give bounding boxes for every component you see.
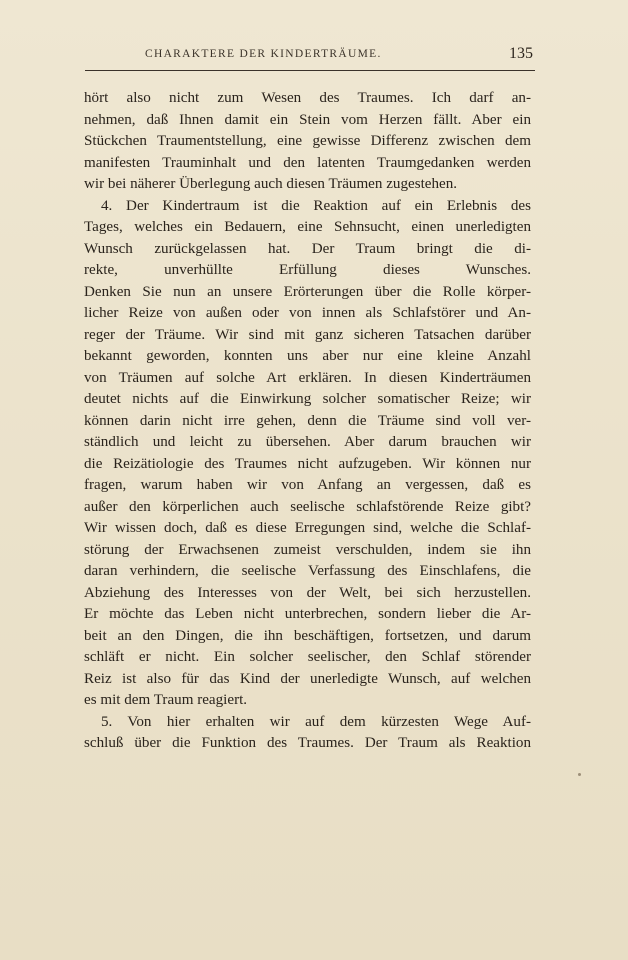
text-line: fragen, warum haben wir von Anfang an vergessen, daß es [84, 477, 531, 493]
text-line: nehmen, daß Ihnen damit ein Stein vom Herzen fällt. Aber ein [84, 111, 531, 128]
text-line: beit an den Dingen, die ihn beschäftigen, fortsetzen, und darum [84, 627, 531, 644]
text-line: Reiz ist also für das Kind der unerledigte Wunsch, auf welchen [84, 670, 531, 687]
running-head-title: CHARAKTERE DER KINDERTRÄUME. [145, 48, 382, 60]
text-line: hört also nicht zum Wesen des Traumes. Ich darf an- [84, 90, 531, 106]
body-text [84, 88, 531, 755]
page-number: 135 [509, 45, 533, 62]
text-line: störung der Erwachsenen zumeist verschulden, indem sie ihn [84, 541, 531, 558]
text-line: Stückchen Traumentstellung, eine gewisse Differenz zwischen dem [84, 133, 531, 149]
text-line: daran verhindern, die seelische Verfassung des Einschlafens, die [84, 563, 531, 579]
text-line: reger der Träume. Wir sind mit ganz sicheren Tatsachen darüber [84, 326, 531, 343]
text-line: licher Reize von außen oder von innen als Schlafstörer und An- [84, 305, 531, 321]
header-rule [85, 70, 535, 71]
text-line: manifesten Trauminhalt und den latenten Traumgedanken werden [84, 154, 531, 171]
text-line: Denken Sie nun an unsere Erörterungen über die Rolle körper- [84, 283, 531, 300]
text-line: 4. Der Kindertraum ist die Reaktion auf ein Erlebnis des [101, 197, 531, 214]
text-line: Er möchte das Leben nicht unterbrechen, sondern lieber die Ar- [84, 606, 531, 622]
text-line: die Reizätiologie des Traumes nicht aufzugeben. Wir können nur [84, 455, 531, 472]
text-line: ständlich und leicht zu übersehen. Aber darum brauchen wir [84, 434, 531, 450]
text-line: 5. Von hier erhalten wir auf dem kürzesten Wege Auf- [101, 713, 531, 730]
text-line: bekannt geworden, konnten uns aber nur eine kleine Anzahl [84, 348, 531, 364]
paper-speck [578, 773, 581, 776]
text-line: Tages, welches ein Bedauern, eine Sehnsucht, einen unerledigten [84, 219, 531, 235]
text-line: Wunsch zurückgelassen hat. Der Traum bringt die di- [84, 240, 531, 257]
text-line: schläft er nicht. Ein solcher seelischer, den Schlaf störender [84, 649, 531, 665]
text-line: es mit dem Traum reagiert. [84, 692, 248, 708]
text-line: Wir wissen doch, daß es diese Erregungen sind, welche die Schlaf- [84, 520, 531, 536]
text-line: außer den körperlichen auch seelische schlafstörende Reize gibt? [84, 498, 531, 515]
text-line: deutet nichts auf die Einwirkung solcher somatischer Reize; wir [84, 391, 531, 407]
running-head [85, 44, 535, 70]
text-line: Abziehung des Interesses von der Welt, bei sich herzustellen. [84, 584, 531, 601]
text-line: rekte, unverhüllte Erfüllung dieses Wunsches. [84, 262, 531, 278]
text-line: von Träumen auf solche Art erklären. In diesen Kinderträumen [84, 369, 531, 386]
text-line: schluß über die Funktion des Traumes. Der Traum als Reaktion [84, 735, 531, 751]
text-line: können darin nicht irre gehen, denn die Träume sind voll ver- [84, 412, 531, 429]
text-line: wir bei näherer Überlegung auch diesen Träumen zugestehen. [84, 176, 458, 192]
